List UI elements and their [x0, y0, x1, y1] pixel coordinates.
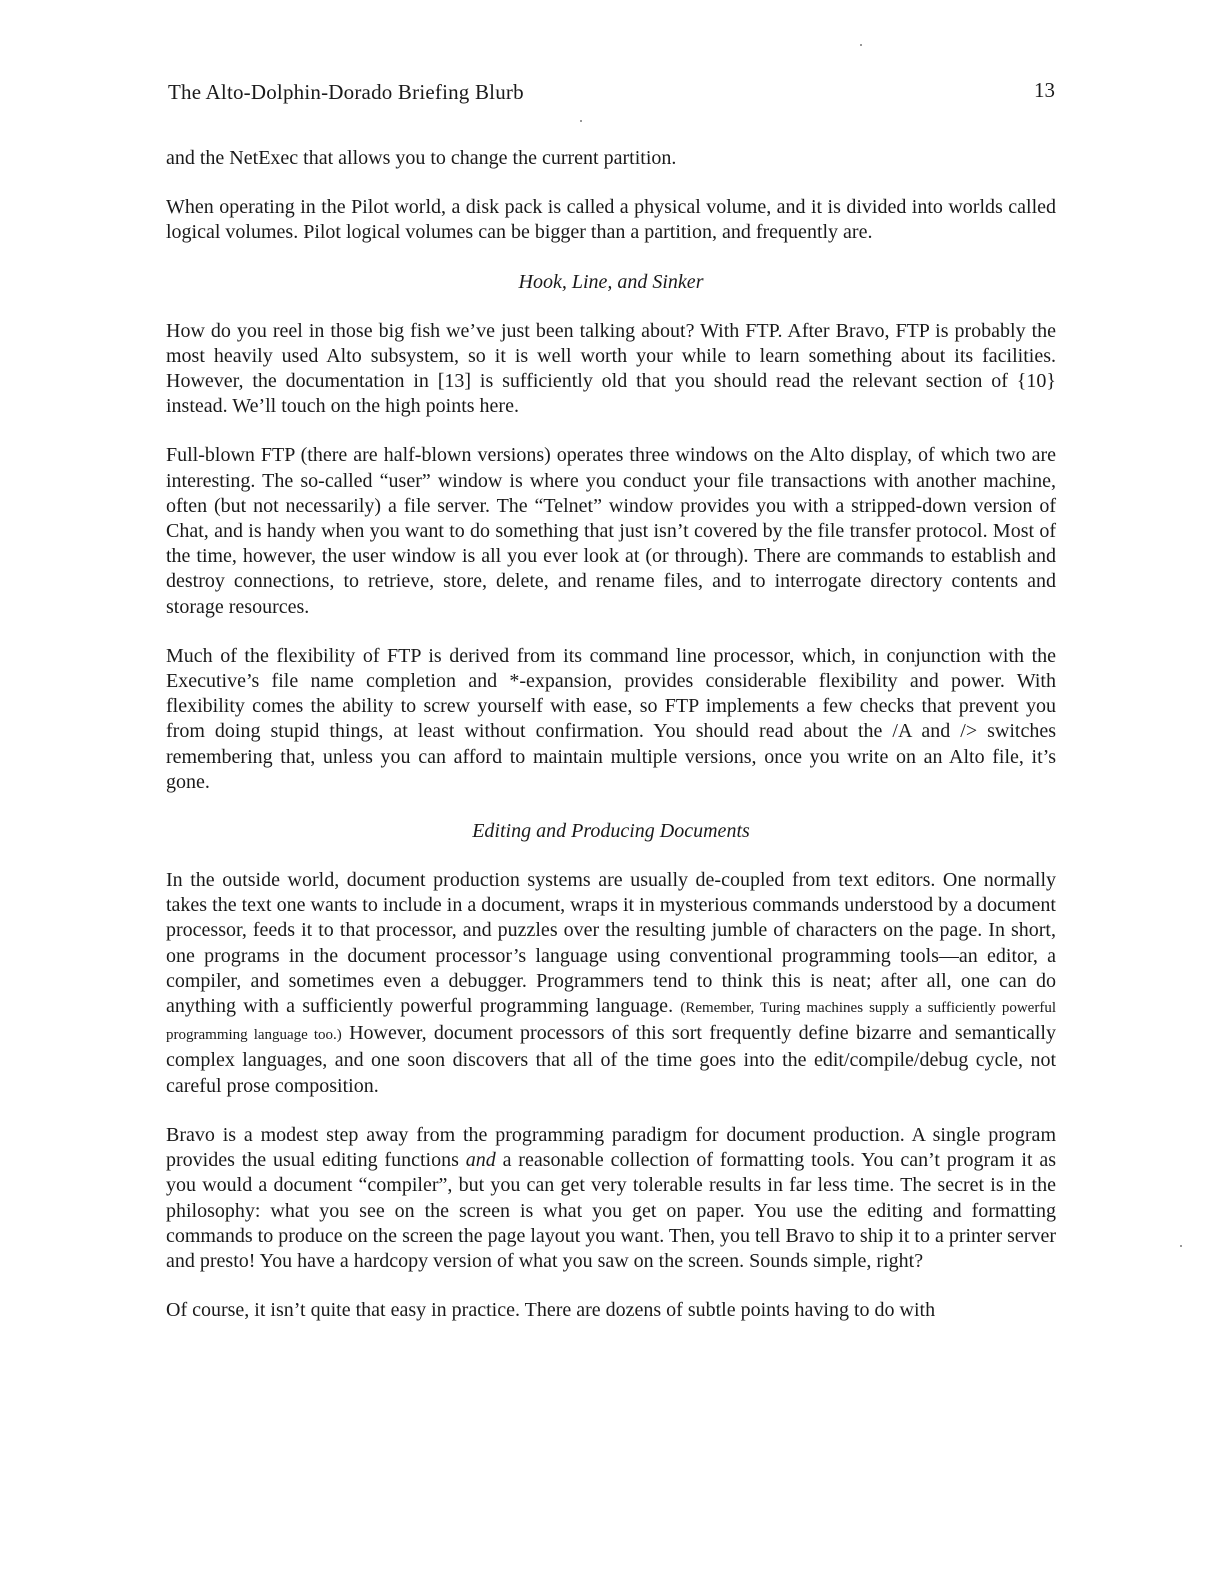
paragraph-in-practice: Of course, it isn’t quite that easy in practice. There are dozens of subtle points having to do with	[166, 1299, 936, 1322]
section-heading-hook-line-sinker: Hook, Line, and Sinker	[518, 270, 704, 293]
paragraph-ftp-flexibility: Much of the flexibility of FTP is derived from its command line processor, which, in conjunction with the Executive’s file name completion and *-expansion, provides considerable flexibility and power. With flexibility comes the ability to screw yourself with ease, so FTP implements a few checks that prevent you from doing stupid things, at least without confirmation. You should read about the /A and /> switches remembering that, unless you can afford to maintain multiple versions, once you write on an Alto file, it’s gone.	[166, 644, 1056, 793]
paragraph-document-production-text: In the outside world, document production systems are usually de-coupled from text editors. One normally takes the text one wants to include in a document, wraps it in mysterious commands understood by a document processor, feeds it to that processor, and puzzles over the resulting jumble of characters on the page. In short, one programs in the document processor’s language using conventional programming tools—an editor, a compiler, and sometimes even a debugger. Programmers tend to think this is neat; after all, one can do anything with a sufficiently powerful programming language.	[166, 869, 1056, 1018]
section-heading-editing-documents: Editing and Producing Documents	[472, 820, 750, 843]
scan-speck	[1180, 1245, 1182, 1247]
paragraph-bravo	[166, 1123, 1056, 1274]
scan-speck	[580, 120, 582, 122]
paragraph-bravo-continued: a reasonable collection of formatting tools. You can’t program it as you would a document “compiler”, but you can get very tolerable results in far less time. The secret is in the philosophy: what you see on the screen is what you get on paper. You use the editing and formatting commands to produce on the screen the page layout you want. Then, you tell Bravo to ship it to a printer server and presto! You have a hardcopy version of what you saw on the screen. Sounds simple, right?	[166, 1149, 1057, 1272]
paragraph-document-production	[166, 868, 1056, 1099]
scan-speck	[860, 44, 862, 46]
paragraph-ftp-intro: How do you reel in those big fish we’ve just been talking about? With FTP. After Bravo, FTP is probably the most heavily used Alto subsystem, so it is well worth your while to learn something about its facilities. However, the documentation in [13] is sufficiently old that you should read the relevant section of {10} instead. We’ll touch on the high points here.	[166, 319, 1056, 418]
paragraph-ftp-windows: Full-blown FTP (there are half-blown versions) operates three windows on the Alto display, of which two are interesting. The so-called “user” window is where you conduct your file transactions with another machine, often (but not necessarily) a file server. The “Telnet” window provides you with a stripped-down version of Chat, and is handy when you want to do something that just isn’t covered by the file transfer protocol. Most of the time, however, the user window is all you ever look at (or through). There are commands to establish and destroy connections, to retrieve, store, delete, and rename files, and to interrogate directory contents and storage resources.	[166, 444, 1056, 618]
paragraph-netexec: and the NetExec that allows you to change the current partition.	[166, 147, 677, 169]
turing-aside: (Remember, Turing machines supply a sufficiently powerful programming language too.)	[166, 1000, 1057, 1044]
running-header-title: The Alto-Dolphin-Dorado Briefing Blurb	[168, 80, 524, 104]
paragraph-document-production-continued: However, document processors of this sort frequently define bizarre and semantically complex languages, and one soon discovers that all of the time goes into the edit/compile/debug cycle, not careful prose composition.	[166, 1022, 1056, 1097]
body-text	[166, 146, 1056, 1347]
emphasis-and: and	[465, 1149, 496, 1172]
paragraph-pilot-volumes: When operating in the Pilot world, a disk pack is called a physical volume, and it is divided into worlds called logical volumes. Pilot logical volumes can be bigger than a partition, and frequently are.	[166, 196, 1056, 244]
paragraph-bravo-text: Bravo is a modest step away from the programming paradigm for document production. A single program provides the usual editing functions	[166, 1123, 1056, 1172]
page-number: 13	[1034, 78, 1055, 102]
